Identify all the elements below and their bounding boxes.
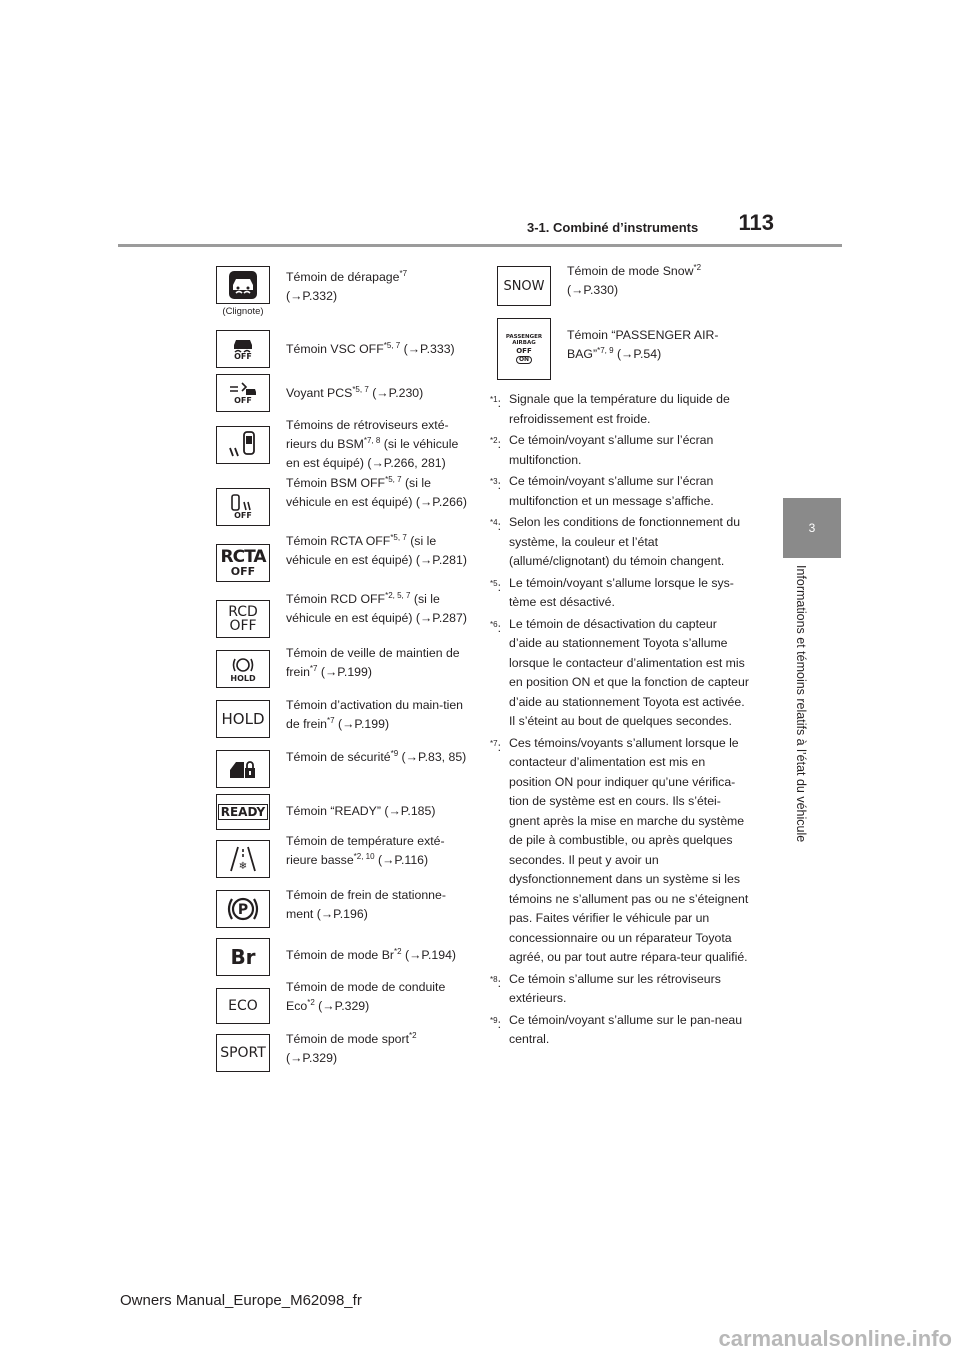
bsm-off-icon: OFF (216, 488, 270, 526)
footer-text: Owners Manual_Europe_M62098_fr (120, 1292, 362, 1309)
header-chapter: 3-1. Combiné d’instruments (527, 220, 699, 235)
footnote: $^{*3}$: Ce témoin/voyant s’allume sur l’écran multifonction et un message s’affiche. (490, 474, 714, 508)
item-description: Témoin de mode Snow$^{*2}$ (→P.330) (567, 262, 702, 297)
footnote: $^{*5}$: Le témoin/voyant s’allume lorsque le sys-tème est désactivé. (490, 575, 734, 609)
chapter-tab: 3 (783, 498, 841, 558)
list-item (216, 370, 471, 414)
eco-mode-icon: ECO (216, 988, 270, 1024)
footnote: $^{*6}$: Le témoin de désactivation du capteur d’aide au stationnement Toyota s’allume lorsque le contacteur d’alimentation est mis en position ON et que la fonction de capteur d’aide au stationnement Toyota est activée. Il s’éteint au bout de quelques secondes. (490, 616, 749, 728)
item-description: Témoin d’activation du main-tien de frein$^{*7}$ (→P.199) (286, 698, 464, 731)
item-description: Témoin de température exté-rieure basse$^{*2, 10}$ (→P.116) (286, 834, 445, 867)
list-item (216, 326, 471, 370)
item-description: Voyant PCS$^{*5, 7}$ (→P.230) (286, 384, 424, 400)
security-icon (216, 750, 270, 788)
list-item (216, 932, 471, 982)
item-description: Témoin de mode sport$^{*2}$ (→P.329) (286, 1030, 417, 1065)
list-item (497, 262, 747, 312)
list-item (216, 590, 471, 648)
footnote-list (490, 390, 750, 1052)
list-item (216, 474, 471, 532)
footnote: $^{*7}$: Ces témoins/voyants s’allument lorsque le contacteur d’alimentation est mis en position ON pour indiquer qu’une vérifica-tion de système est en cours. Ils s’étei-gnent après la mise en marche du système de pile à combustible, ou après quelques secondes. Il peut y avoir un dysfonctionnement dans un système si les témoins ne s’allument pas ou ne s’éteignent pas. Faites vérifier le véhicule par un concessionnaire ou un réparateur Toyota agréé, ou par tout autre répara-teur qualifié. (490, 735, 749, 964)
brake-hold-standby-icon: HOLD (216, 650, 270, 688)
item-description: Témoin de mode de conduite Eco$^{*2}$ (→P.329) (286, 980, 446, 1013)
item-description: Témoin de dérapage$^{*7}$ (→P.332) (286, 268, 408, 303)
footnote: $^{*1}$: Signale que la température du liquide de refroidissement est froide. (490, 392, 730, 426)
list-item (216, 832, 471, 886)
pcs-icon: OFF (216, 374, 270, 412)
header-rule (118, 244, 842, 247)
chapter-title-vertical: Informations et témoins relatifs à l’état du véhicule (794, 565, 808, 843)
item-description: Témoin RCD OFF$^{*2, 5, 7}$ (si le véhicule en est équipé) (→P.287) (286, 590, 467, 625)
list-item (216, 982, 471, 1030)
list-item (216, 744, 471, 792)
list-item (497, 312, 747, 388)
item-description: Témoin VSC OFF$^{*5, 7}$ (→P.333) (286, 340, 455, 356)
svg-text:P: P (237, 902, 249, 918)
item-description: Témoin de frein de stationne-ment (→P.196) (286, 888, 446, 921)
item-description: Témoin de sécurité$^{*9}$ (→P.83, 85) (286, 748, 467, 764)
icon-caption: (Clignote) (222, 306, 264, 317)
parking-brake-icon (216, 890, 270, 928)
footnote: $^{*2}$: Ce témoin/voyant s’allume sur l’écran multifonction. (490, 433, 714, 467)
skid-car-icon (216, 266, 270, 304)
item-description: Témoin RCTA OFF$^{*5, 7}$ (si le véhicule en est équipé) (→P.281) (286, 532, 467, 567)
low-temp-icon (216, 840, 270, 878)
item-description: Témoin de veille de maintien de frein$^{*7}$ (→P.199) (286, 646, 460, 679)
list-item (216, 532, 471, 590)
footnote: $^{*8}$: Ce témoin s’allume sur les rétroviseurs extérieurs. (490, 971, 721, 1005)
sport-mode-icon: SPORT (216, 1034, 270, 1072)
list-item (216, 886, 471, 932)
brake-hold-active-icon: HOLD (216, 700, 270, 738)
passenger-airbag-icon: PASSENGER AIRBAG OFF ON (497, 318, 551, 380)
vsc-off-icon: OFF (216, 330, 270, 368)
item-description: Témoin “READY” (→P.185) (286, 804, 436, 818)
ready-icon: READY (216, 794, 270, 830)
item-description: Témoin “PASSENGER AIR-BAG”$^{*7, 9}$ (→P.54) (567, 328, 719, 361)
bsm-mirror-icon (216, 426, 270, 464)
svg-text:❄: ❄ (238, 861, 248, 872)
br-mode-icon: Br (216, 938, 270, 976)
list-item (216, 694, 471, 744)
warning-light-list (216, 262, 471, 1074)
list-item (216, 1030, 471, 1074)
footnote: $^{*4}$: Selon les conditions de fonctionnement du système, la couleur et l’état (allumé/clignotant) du témoin changent. (490, 515, 741, 568)
snow-mode-icon: SNOW (497, 266, 551, 306)
item-description: Témoin BSM OFF$^{*5, 7}$ (si le véhicule en est équipé) (→P.266) (286, 474, 467, 509)
list-item (216, 792, 471, 832)
watermark: carmanualsonline.info (718, 1326, 952, 1351)
rcd-off-icon: RCD OFF (216, 600, 270, 638)
list-item (216, 648, 471, 694)
list-item (216, 262, 471, 326)
right-warning-light-list (497, 262, 747, 388)
item-description: Témoins de rétroviseurs exté-rieurs du BSM$^{*7, 8}$ (si le véhicule en est équipé) (→P.266, 281) (286, 418, 459, 470)
page-number: 113 (738, 210, 774, 235)
item-description: Témoin de mode Br$^{*2}$ (→P.194) (286, 946, 457, 962)
rcta-off-icon: RCTA OFF (216, 544, 270, 582)
list-item (216, 414, 471, 474)
footnote: $^{*9}$: Ce témoin/voyant s’allume sur le pan-neau central. (490, 1012, 743, 1046)
